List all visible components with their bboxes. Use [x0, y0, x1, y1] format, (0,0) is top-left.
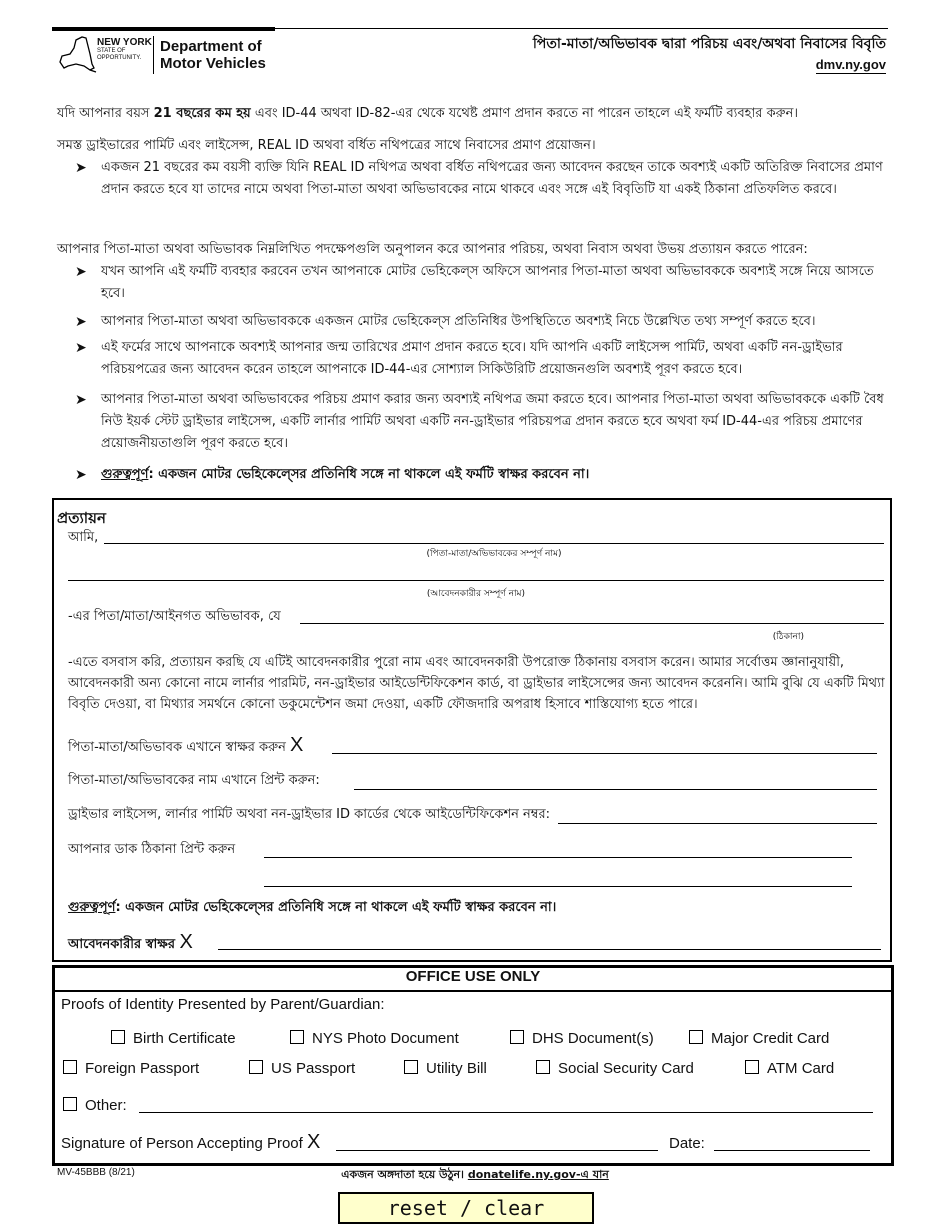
attestation-section	[52, 498, 892, 962]
form-important-label: গুরুত্বপূর্ণ	[68, 900, 116, 915]
header-top-bar	[52, 27, 275, 31]
intro-paragraph-2: সমস্ত ড্রাইভারের পার্মিট এবং লাইসেন্স, REAL ID অথবা বর্ধিত নথিপত্রের সাথে নিবাসের প্রমাণ প্রয়োজন।	[57, 138, 596, 153]
logo-line2: STATE OF	[97, 48, 126, 54]
checkbox-icon[interactable]	[290, 1030, 304, 1044]
website-link[interactable]: dmv.ny.gov	[815, 57, 886, 72]
applicant-signature-row	[68, 932, 193, 955]
option-label: Birth Certificate	[133, 1030, 236, 1047]
option-label: Social Security Card	[558, 1060, 694, 1077]
arrow-bullet-icon: ➤	[75, 264, 87, 280]
parent-signature-line[interactable]	[332, 753, 877, 754]
reset-clear-button[interactable]: reset / clear	[338, 1192, 594, 1224]
checkbox-foreign-passport[interactable]	[63, 1060, 199, 1078]
checkbox-icon[interactable]	[510, 1030, 524, 1044]
form-code: MV-45BBB (8/21)	[57, 1167, 135, 1178]
option-label: US Passport	[271, 1060, 356, 1077]
parent-name-line[interactable]	[104, 543, 884, 544]
address-line[interactable]	[300, 623, 884, 624]
arrow-bullet-icon: ➤	[75, 314, 87, 330]
intro-paragraph-3: আপনার পিতা-মাতা অথবা অভিভাবক নিম্নলিখিত পদক্ষেপগুলি অনুপালন করে আপনার পরিচয়, অথবা নিবাস অথবা উভয় প্রত্যায়ন করতে পারেন:	[57, 242, 808, 257]
mail-address-line-1[interactable]	[264, 857, 852, 858]
important-label: গুরুত্বপূর্ণ	[101, 467, 149, 482]
donate-link[interactable]: donatelife.ny.gov-এ যান	[467, 1168, 609, 1181]
form-title: পিতা-মাতা/অভিভাবক দ্বারা পরিচয় এবং/অথবা নিবাসের বিবৃতি	[532, 36, 886, 52]
applicant-signature-line[interactable]	[218, 949, 881, 950]
step-item	[75, 311, 885, 333]
checkbox-icon[interactable]	[63, 1060, 77, 1074]
option-label: DHS Document(s)	[532, 1030, 654, 1047]
other-line[interactable]	[139, 1112, 873, 1113]
checkbox-icon[interactable]	[689, 1030, 703, 1044]
dept-line2: Motor Vehicles	[160, 55, 266, 72]
important-notice	[75, 464, 885, 486]
applicant-sign-label: আবেদনকারীর স্বাক্ষর	[68, 937, 175, 952]
print-name-line[interactable]	[354, 789, 877, 790]
new-york-state-map-icon	[56, 34, 98, 76]
logo-line3: OPPORTUNITY.	[97, 55, 142, 61]
date-line[interactable]	[714, 1150, 870, 1151]
id-number-label: ড্রাইভার লাইসেন্স, লার্নার পার্মিট অথবা নন-ড্রাইভার ID কার্ডের থেকে আইডেন্টিফিকেশন নম্বর:	[68, 807, 550, 822]
logo-divider	[153, 36, 154, 74]
proofs-label: Proofs of Identity Presented by Parent/Guardian:	[61, 996, 385, 1013]
dept-line1: Department of	[160, 38, 262, 55]
checkbox-icon[interactable]	[63, 1097, 77, 1111]
applicant-name-line[interactable]	[68, 580, 884, 581]
step-item	[75, 389, 885, 455]
date-label: Date:	[669, 1135, 705, 1152]
attestation-heading: প্রত্যায়ন	[57, 509, 106, 527]
intro-paragraph-1	[57, 103, 887, 125]
checkbox-icon[interactable]	[536, 1060, 550, 1074]
form-important-text: : একজন মোটর ভেহিকেল্সের প্রতিনিধি সঙ্গে না থাকলে এই ফর্মটি স্বাক্ষর করবেন না।	[115, 900, 557, 915]
checkbox-icon[interactable]	[745, 1060, 759, 1074]
step-item	[75, 337, 885, 381]
step-text: আপনার পিতা-মাতা অথবা অভিভাবকের পরিচয় প্রমাণ করার জন্য অবশ্যই নথিপত্র জমা করতে হবে। আপনার পিতা-মাতা অথবা অভিভাবককে একটি বৈধ নিউ ইয়র্ক স্টেট ড্রাইভার লাইসেন্স, একটি লার্নার পার্মিট অথবা একটি নন-ড্রাইভার পরিচয়পত্র প্রদান করতে হবে অথবা ফর্ম ID-44-এর পরিচয় প্রমাণের প্রয়োজনীয়তাগুলি পূরণ করতে হবে।	[101, 392, 884, 451]
mail-address-label: আপনার ডাক ঠিকানা প্রিন্ট করুন	[68, 842, 236, 857]
intro-bullet-text: একজন 21 বছরের কম বয়সী ব্যক্তি যিনি REAL ID নথিপত্র অথবা বর্ধিত নথিপত্রের জন্য আবেদন করছেন তাকে অবশ্যই একটি অতিরিক্ত নিবাসের প্রমাণ প্রদান করতে হবে যা তাদের নামে অথবা পিতা-মাতা অথবা অভিভাবকের নামে থাকবে এবং সঙ্গে এই বিবৃতিটি যা একই ঠিকানা প্রতিফলিত করবে।	[101, 160, 883, 197]
intro-p1-start: যদি আপনার বয়স	[57, 106, 154, 121]
print-name-label: পিতা-মাতা/অভিভাবকের নাম এখানে প্রিন্ট করুন:	[68, 773, 320, 788]
intro-p1-bold: 21 বছরের কম হয়	[153, 106, 251, 121]
step-text: আপনার পিতা-মাতা অথবা অভিভাবককে একজন মোটর ভেহিকেল্স প্রতিনিধির উপস্থিতিতে অবশ্যই নিচে উল্লেখিত তথ্য সম্পূর্ণ করতে হবে।	[101, 314, 816, 329]
i-label: আমি,	[68, 530, 99, 545]
office-use-heading: OFFICE USE ONLY	[405, 968, 541, 985]
dmv-logo-text	[160, 38, 266, 72]
address-caption: (ঠিকানা)	[772, 632, 804, 642]
parent-name-caption: (পিতা-মাতা/অভিভাবকের সম্পূর্ণ নাম)	[426, 549, 562, 559]
checkbox-nys-photo-document[interactable]	[290, 1030, 459, 1048]
option-label: NYS Photo Document	[312, 1030, 459, 1047]
parent-signature-row	[68, 735, 303, 758]
option-label: Utility Bill	[426, 1060, 487, 1077]
checkbox-utility-bill[interactable]	[404, 1060, 487, 1078]
accepting-signature-line[interactable]	[336, 1150, 658, 1151]
arrow-bullet-icon: ➤	[75, 392, 87, 408]
applicant-name-caption: (আবেদনকারীর সম্পূর্ণ নাম)	[426, 589, 526, 599]
office-heading-rule	[55, 990, 891, 992]
relation-label: -এর পিতা/মাতা/আইনগত অভিভাবক, যে	[68, 609, 281, 624]
arrow-bullet-icon: ➤	[75, 467, 87, 483]
checkbox-birth-certificate[interactable]	[111, 1030, 236, 1048]
arrow-bullet-icon: ➤	[75, 160, 87, 176]
other-label: Other:	[85, 1097, 127, 1114]
step-text: যখন আপনি এই ফর্মটি ব্যবহার করবেন তখন আপনাকে মোটর ভেহিকেল্স অফিসে আপনার পিতা-মাতা অথবা অভিভাবককে অবশ্যই সঙ্গে নিয়ে আসতে হবে।	[101, 264, 874, 301]
intro-bullet	[75, 157, 885, 201]
header-rule	[275, 28, 888, 29]
accepting-signature-row	[61, 1133, 320, 1153]
form-important-notice	[68, 898, 556, 918]
donate-prefix: একজন অঙ্গদাতা হয়ে উঠুন।	[341, 1168, 468, 1181]
signature-x-mark: X	[179, 931, 193, 953]
signature-x-mark: X	[307, 1131, 321, 1153]
checkbox-us-passport[interactable]	[249, 1060, 355, 1078]
checkbox-icon[interactable]	[249, 1060, 263, 1074]
option-label: Foreign Passport	[85, 1060, 200, 1077]
id-number-line[interactable]	[558, 823, 877, 824]
checkbox-icon[interactable]	[111, 1030, 125, 1044]
arrow-bullet-icon: ➤	[75, 340, 87, 356]
option-label: Major Credit Card	[711, 1030, 830, 1047]
ny-logo-text	[97, 38, 152, 62]
checkbox-social-security-card[interactable]	[536, 1060, 694, 1078]
step-text: এই ফর্মের সাথে আপনাকে অবশ্যই আপনার জন্ম তারিখের প্রমাণ প্রদান করতে হবে। যদি আপনি একটি লাইসেন্স পার্মিট, অথবা একটি নন-ড্রাইভার পরিচয়পত্রের জন্য আবেদন করেন তাহলে আপনাকে ID-44-এর সোশ্যাল সিকিউরিটি প্রয়োজনগুলি অবশ্যই পূরণ করতে হবে।	[101, 340, 843, 377]
donate-notice	[0, 1166, 950, 1185]
mail-address-line-2[interactable]	[264, 886, 852, 887]
checkbox-other[interactable]	[63, 1097, 127, 1115]
checkbox-icon[interactable]	[404, 1060, 418, 1074]
attestation-statement: -এতে বসবাস করি, প্রত্যায়ন করছি যে এটিই আবেদনকারীর পুরো নাম এবং আবেদনকারী উপরোক্ত ঠিকানায় বসবাস করেন। আমার সর্বোত্তম জ্ঞানানুযায়ী, আবেদনকারী অন্য কোনো নামে লার্নার পারমিট, নন-ড্রাইভার আইডেন্টিফিকেশন কার্ড, বা ড্রাইভার লাইসেন্সের জন্য আবেদন করেননি। আমি বুঝি যে একটি মিথ্যা বিবৃতি দেওয়া, বা মিথ্যার সমর্থনে কোনো ডকুমেন্টেশন জমা দেওয়া, একটি ফৌজদারি অপরাধ হিসাবে শাস্তিযোগ্য হতে পারে।	[68, 655, 885, 712]
important-text: : একজন মোটর ভেহিকেল্সের প্রতিনিধি সঙ্গে না থাকলে এই ফর্মটি স্বাক্ষর করবেন না।	[148, 467, 590, 482]
checkbox-atm-card[interactable]	[745, 1060, 834, 1078]
step-item	[75, 261, 885, 305]
checkbox-major-credit-card[interactable]	[689, 1030, 829, 1048]
option-label: ATM Card	[767, 1060, 835, 1077]
parent-sign-label: পিতা-মাতা/অভিভাবক এখানে স্বাক্ষর করুন	[68, 740, 286, 755]
checkbox-dhs-documents[interactable]	[510, 1030, 654, 1048]
logo-line1: NEW YORK	[97, 37, 152, 48]
accepting-signature-label: Signature of Person Accepting Proof	[61, 1135, 303, 1152]
signature-x-mark: X	[290, 734, 304, 756]
intro-p1-end: এবং ID-44 অথবা ID-82-এর থেকে যথেষ্ট প্রমাণ প্রদান করতে না পারেন তাহলে এই ফর্মটি ব্যবহার করুন।	[250, 106, 799, 121]
